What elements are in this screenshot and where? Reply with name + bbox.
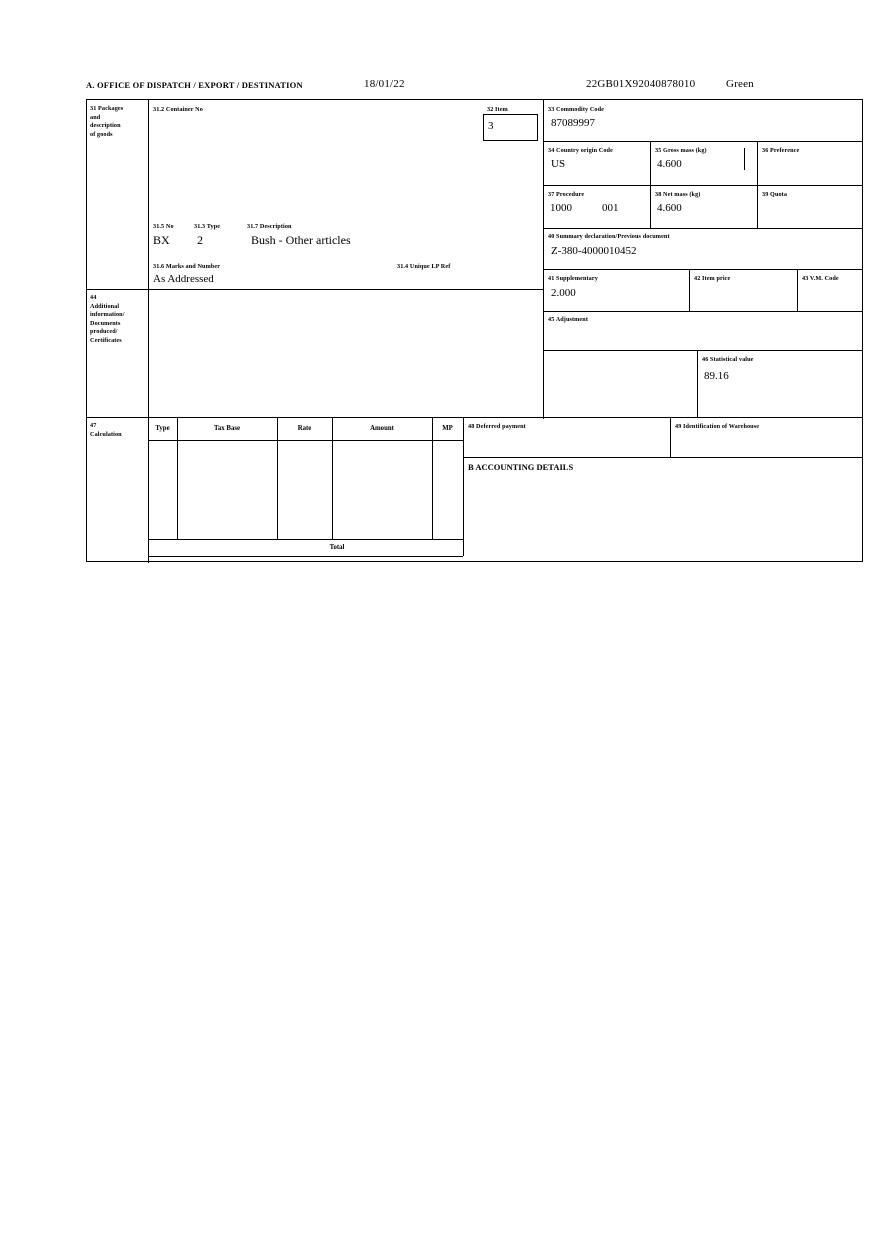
box31-5-no-value[interactable]: BX [153, 233, 170, 247]
box46-value[interactable]: 89.16 [704, 370, 729, 382]
divider-dotted-box46-left [543, 350, 544, 417]
boxB-label: B ACCOUNTING DETAILS [468, 462, 574, 472]
box34-value[interactable]: US [551, 158, 566, 170]
box47-label-line-1: 47 [90, 422, 97, 429]
divider-above-box47 [87, 417, 863, 418]
calc-cell-type[interactable] [149, 444, 176, 536]
box31-6-marks-value[interactable]: As Addressed [153, 273, 214, 285]
calc-cell-tax-base[interactable] [179, 444, 275, 536]
calc-header-type: Type [155, 425, 170, 432]
box32-label: 32 Item [487, 106, 508, 113]
box31-6-marks-label: 31.6 Marks and Number [153, 263, 221, 270]
box40-value[interactable]: Z-380-4000010452 [551, 245, 637, 257]
box31-3-type-label: 31.3 Type [194, 223, 221, 230]
box31-7-description-value[interactable]: Bush - Other articles [251, 233, 351, 247]
box47-label-line-2: Calculation [90, 430, 122, 438]
box32-item-value[interactable]: 3 [488, 120, 494, 132]
box31-label-line-2: and [90, 113, 101, 121]
box37-value-2[interactable]: 001 [602, 202, 619, 214]
box46-label: 46 Statistical value [702, 356, 754, 363]
declaration-date: 18/01/22 [364, 78, 405, 90]
box31-7-description-label: 31.7 Description [247, 223, 292, 230]
box35-inner-tick [744, 148, 745, 170]
box31-3-type-value[interactable]: 2 [197, 233, 203, 247]
divider-below-box40 [543, 269, 863, 270]
divider-calc-right [463, 417, 464, 556]
box44-label-line-1: 44 [90, 294, 97, 301]
divider-box38-box39 [757, 185, 758, 228]
box31-5-no-label: 31.5 No [153, 223, 174, 230]
box44-label-line-4: Documents [90, 319, 121, 327]
divider-box42-box43 [797, 269, 798, 311]
divider-calc-header [148, 440, 463, 441]
box42-label: 42 Item price [694, 275, 731, 282]
box44-label-line-5: produced/ [90, 328, 118, 336]
divider-below-box45 [543, 350, 863, 351]
divider-below-box33 [543, 141, 863, 142]
divider-below-box41 [543, 311, 863, 312]
box37-label: 37 Procedure [548, 191, 585, 198]
route-lane: Green [726, 78, 754, 90]
box35-label: 35 Gross mass (kg) [655, 147, 707, 154]
office-of-dispatch-label: A. OFFICE OF DISPATCH / EXPORT / DESTINATION [86, 80, 303, 90]
divider-box37-box38 [650, 185, 651, 228]
box38-label: 38 Net mass (kg) [655, 191, 701, 198]
divider-calc-col-type [177, 417, 178, 539]
box31-label-line-1: 31 Packages [90, 105, 124, 112]
divider-box48-box49 [670, 417, 671, 457]
box41-label: 41 Supplementary [548, 275, 598, 282]
box47-label [90, 422, 148, 439]
box31-label-line-3: description [90, 122, 121, 130]
box31-2-container-no-label: 31.2 Container No [153, 106, 203, 113]
box44-label-line-6: Certificates [90, 336, 122, 344]
calc-cell-rate[interactable] [279, 444, 330, 536]
box44-label-line-2: Additional [90, 302, 120, 310]
box41-value[interactable]: 2.000 [551, 287, 576, 299]
box33-label: 33 Commodity Code [548, 106, 605, 113]
box48-label: 48 Deferred payment [468, 423, 526, 430]
box32-item-box [483, 114, 538, 141]
sad-form-frame [86, 99, 863, 562]
calc-header-mp: MP [442, 425, 453, 432]
box36-label: 36 Preference [762, 147, 800, 154]
calc-cell-amount[interactable] [334, 444, 430, 536]
divider-box41-box42 [689, 269, 690, 311]
divider-calc-col-taxbase [277, 417, 278, 539]
divider-calc-col-rate [332, 417, 333, 539]
box38-value[interactable]: 4.600 [657, 202, 682, 214]
box31-label-line-4: of goods [90, 130, 113, 138]
box37-value-1[interactable]: 1000 [550, 202, 572, 214]
box35-value[interactable]: 4.600 [657, 158, 682, 170]
box44-label-line-3: information/ [90, 311, 125, 319]
divider-box34-box35 [650, 141, 651, 185]
divider-below-box35 [543, 185, 863, 186]
box43-label: 43 V.M. Code [802, 275, 839, 282]
box39-label: 39 Quota [762, 191, 788, 198]
divider-below-box48 [463, 457, 863, 458]
calc-header-amount: Amount [370, 425, 394, 432]
divider-calc-total [148, 539, 463, 540]
box40-label: 40 Summary declaration/Previous document [548, 233, 670, 240]
box33-value[interactable]: 87089997 [551, 117, 595, 129]
divider-box35-box36 [757, 141, 758, 185]
calc-cell-mp[interactable] [434, 444, 461, 536]
box31-label [90, 105, 148, 139]
divider-below-box31 [87, 289, 543, 290]
calc-header-tax-base: Tax Base [214, 425, 240, 432]
box34-label: 34 Country origin Code [548, 147, 613, 154]
calc-header-rate: Rate [297, 425, 312, 432]
calc-total-label: Total [329, 544, 345, 551]
divider-calc-bottom [148, 556, 463, 557]
box49-label: 49 Identification of Warehouse [675, 423, 760, 430]
divider-below-box37 [543, 228, 863, 229]
form-header [86, 80, 863, 94]
box31-4-unique-ref-label: 31.4 Unique LP Ref [397, 263, 451, 270]
divider-calc-col-amount [432, 417, 433, 539]
box45-label: 45 Adjustment [548, 316, 588, 323]
box44-label [90, 294, 148, 346]
movement-reference-number: 22GB01X92040878010 [586, 78, 696, 90]
divider-box46-left [697, 350, 698, 417]
